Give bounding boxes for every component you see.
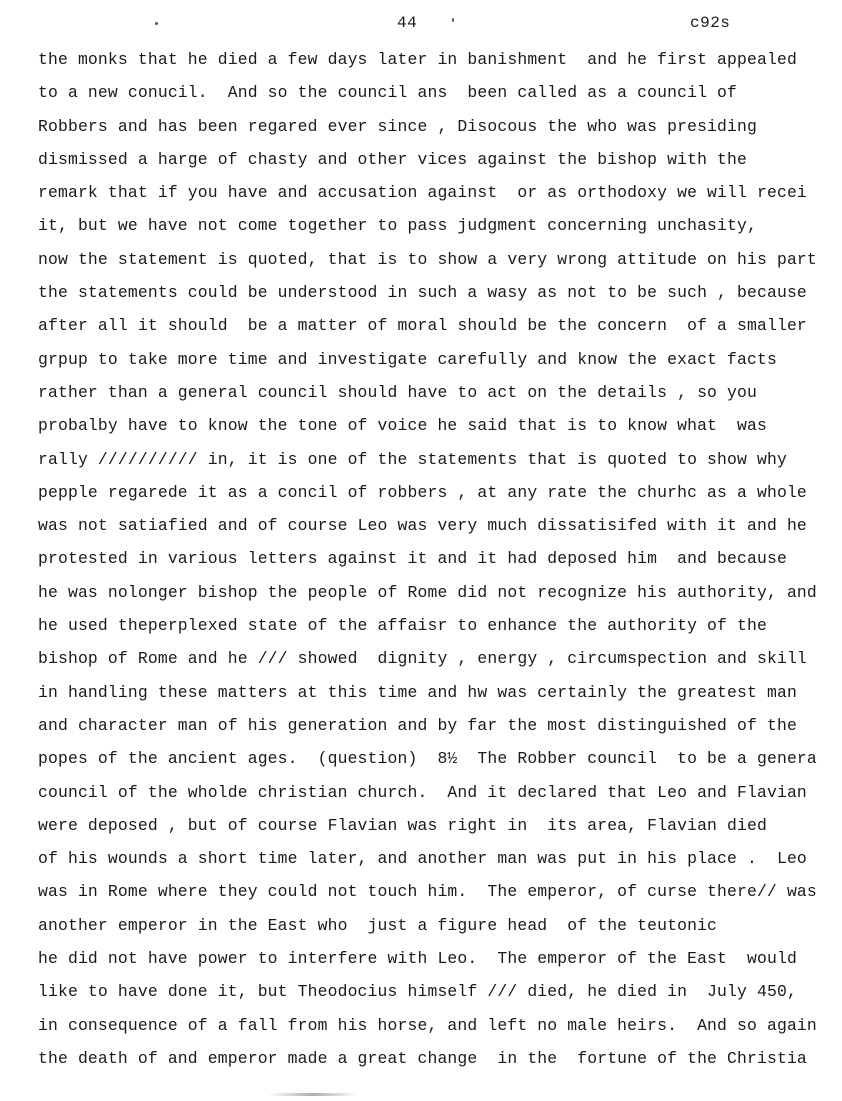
scan-smudge	[268, 1093, 358, 1096]
text-line: he was nolonger bishop the people of Rome did not recognize his authority, and	[38, 582, 817, 602]
text-line: in consequence of a fall from his horse, and left no male heirs. And so again	[38, 1015, 817, 1035]
text-line: Robbers and has been regared ever since , Disocous the who was presiding	[38, 116, 757, 136]
text-line: he did not have power to interfere with Leo. The emperor of the East would	[38, 949, 797, 969]
text-line: the death of and emperor made a great change in the fortune of the Christia	[38, 1048, 807, 1068]
text-line: now the statement is quoted, that is to show a very wrong attitude on his part	[38, 249, 817, 269]
text-line: like to have done it, but Theodocius himself /// died, he died in July 450,	[38, 982, 797, 1002]
text-line: was in Rome where they could not touch him. The emperor, of curse there// was	[38, 882, 817, 902]
text-line: he used theperplexed state of the affaisr to enhance the authority of the	[38, 616, 767, 636]
text-line: pepple regarede it as a concil of robbers , at any rate the churhc as a whole	[38, 482, 807, 502]
page-number: 44	[397, 14, 418, 32]
text-line: was not satiafied and of course Leo was very much dissatisifed with it and he	[38, 516, 807, 536]
text-line: council of the wholde christian church. And it declared that Leo and Flavian	[38, 782, 807, 802]
text-line: in handling these matters at this time and hw was certainly the greatest man	[38, 682, 797, 702]
text-line: the statements could be understood in such a wasy as not to be such , because	[38, 283, 807, 303]
text-line: rather than a general council should have to act on the details , so you	[38, 382, 757, 402]
text-line: were deposed , but of course Flavian was right in its area, Flavian died	[38, 815, 767, 835]
text-line: it, but we have not come together to pass judgment concerning unchasity,	[38, 216, 757, 236]
text-line: of his wounds a short time later, and another man was put in his place . Leo	[38, 849, 807, 869]
text-line: probalby have to know the tone of voice he said that is to know what was	[38, 416, 767, 436]
text-line: bishop of Rome and he /// showed dignity , energy , circumspection and skill	[38, 649, 807, 669]
text-line: rally ////////// in, it is one of the statements that is quoted to show why	[38, 449, 787, 469]
text-line: protested in various letters against it and it had deposed him and because	[38, 549, 787, 569]
paper-speck	[155, 22, 158, 25]
text-line: grpup to take more time and investigate carefully and know the exact facts	[38, 349, 777, 369]
text-line: and character man of his generation and by far the most distinguished of the	[38, 715, 797, 735]
paper-speck	[452, 18, 454, 22]
document-code: c92s	[690, 14, 731, 32]
text-line: dismissed a harge of chasty and other vices against the bishop with the	[38, 149, 748, 169]
text-line: another emperor in the East who just a figure head of the teutonic	[38, 915, 718, 935]
text-line: remark that if you have and accusation against or as orthodoxy we will recei	[38, 183, 807, 203]
text-line: the monks that he died a few days later in banishment and he first appealed	[38, 50, 797, 69]
text-line: after all it should be a matter of moral should be the concern of a smaller	[38, 316, 807, 336]
body-text	[38, 47, 828, 1079]
text-line: to a new conucil. And so the council ans been called as a council of	[38, 83, 738, 103]
text-line: popes of the ancient ages. (question) 8½ The Robber council to be a genera	[38, 749, 817, 769]
